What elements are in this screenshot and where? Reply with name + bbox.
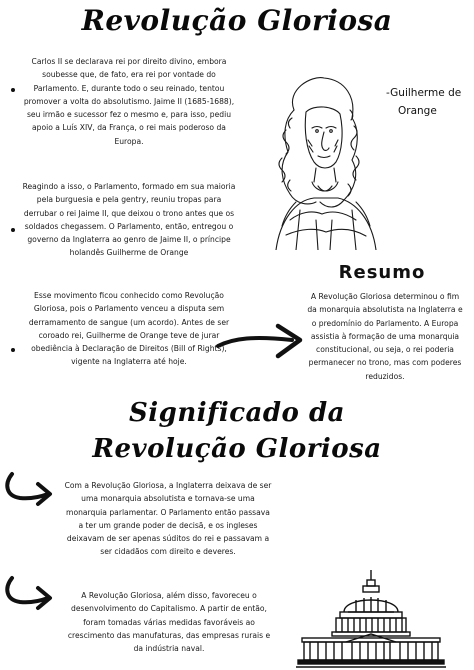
resumo-text: A Revolução Gloriosa determinou o fim da monarquia absolutista na Inglaterra e o predomínio do Parlamento. A Europa assistia à formação de uma monarquia constitucional, ou seja, o rei poderia permanecer no trono, mas com poderes reduzidos. bbox=[307, 292, 463, 381]
bullet bbox=[11, 88, 15, 92]
bullet bbox=[11, 348, 15, 352]
significado-paragraph-1: Com a Revolução Gloriosa, a Inglaterra deixava de ser uma monarquia absolutista e tornava-se uma monarquia parlamentar. O Parlamento então passava a ter um grande poder de decisã, e os ingleses deixavam de ser apenas súditos do rei e passavam a ser cidadãos com direito e deveres. bbox=[64, 481, 272, 557]
curved-arrow-icon bbox=[2, 574, 58, 614]
significado-title-line-2: Revolução Gloriosa bbox=[92, 434, 382, 464]
portrait-caption-line-1: -Guilherme de bbox=[386, 87, 462, 99]
curved-arrow-icon bbox=[2, 470, 58, 510]
arrow-right-icon bbox=[214, 318, 306, 364]
paragraph-1: Carlos II se declarava rei por direito divino, embora soubesse que, de fato, era rei por vontade do Parlamento. E, durante todo o seu reinado, tentou promover a volta do absolutismo. Jaime II (1685-1688), seu irmão e sucessor fez o mesmo e, para isso, pediu apoio a Luís XIV, da França, o rei mais poderoso da Europa. bbox=[23, 57, 235, 146]
resumo-title: Resumo bbox=[338, 262, 426, 283]
bullet bbox=[11, 228, 15, 232]
significado-title-line-1: Significado da bbox=[129, 398, 345, 428]
paragraph-2: Reagindo a isso, o Parlamento, formado em sua maioria pela burguesia e pela gentry, reuniu tropas para derrubar o rei Jaime II, que deixou o trono antes que os soldados chegassem. O Parlamento, então, entregou o governo da Inglaterra ao genro de Jaime II, o príncipe holandês Guilherme de Orange bbox=[22, 182, 236, 258]
paragraph-3: Esse movimento ficou conhecido como Revolução Gloriosa, pois o Parlamento venceu a disputa sem derramamento de sangue (um acordo). Antes de ser coroado rei, Guilherme de Orange teve de jurar obediência à Declaração de Direitos (Bill of Rights), vigente na Inglaterra até hoje. bbox=[28, 291, 230, 367]
portrait-illustration bbox=[256, 70, 382, 250]
significado-paragraph-2: A Revolução Gloriosa, além disso, favoreceu o desenvolvimento do Capitalismo. A partir de então, foram tomadas várias medidas favoráveis ao crescimento das manufaturas, das empresas rurais e da indústria naval. bbox=[67, 591, 271, 654]
page-title: Revolução Gloriosa bbox=[81, 4, 393, 37]
portrait-caption-line-2: Orange bbox=[398, 105, 437, 117]
parliament-building-illustration bbox=[296, 568, 446, 668]
